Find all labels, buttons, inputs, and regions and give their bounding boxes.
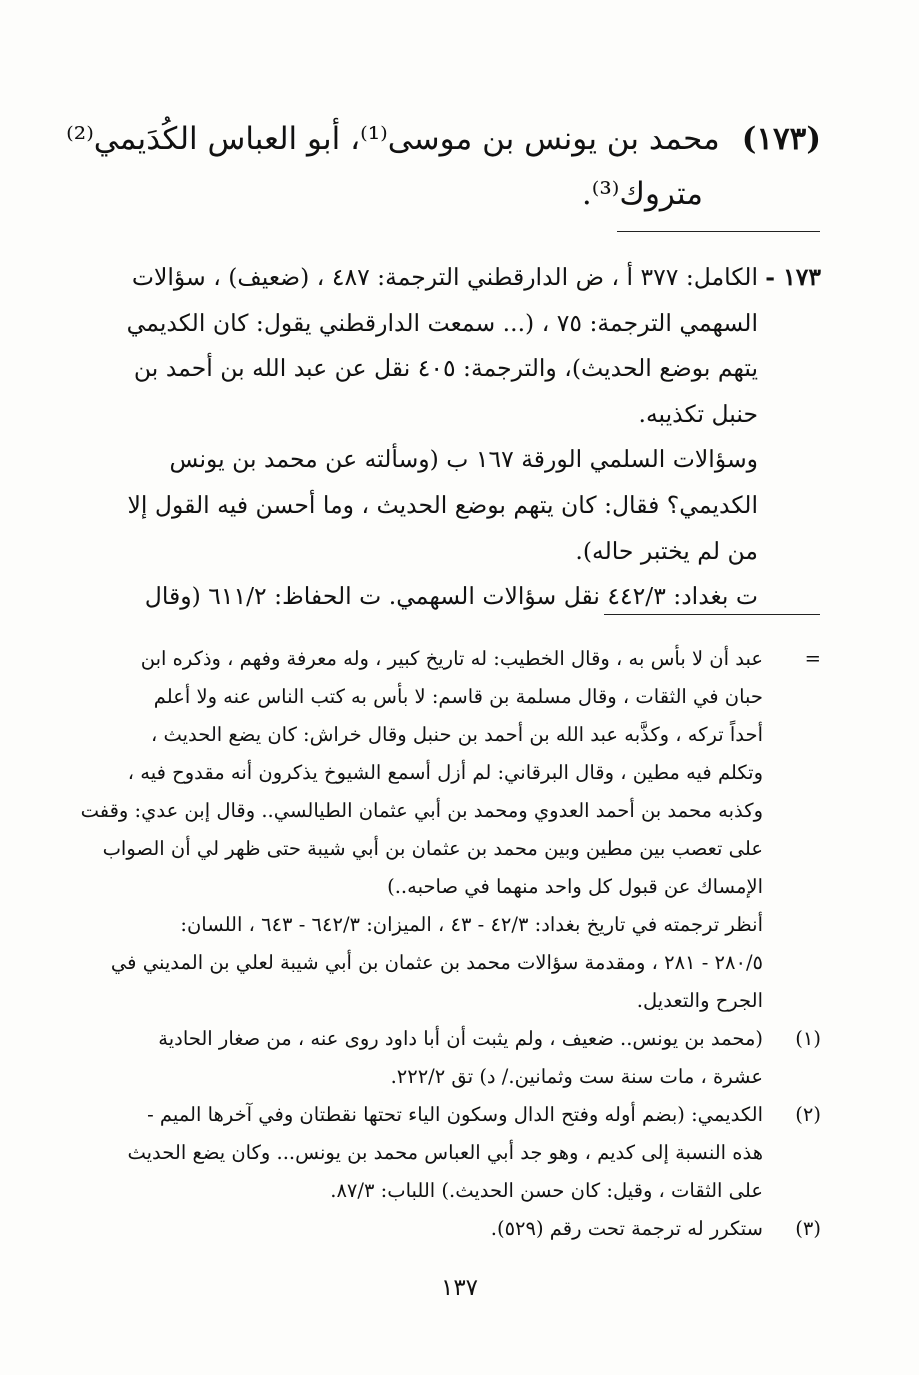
- footnote-label: (٢): [795, 1103, 821, 1126]
- footnote-line: أنظر ترجمته في تاريخ بغداد: ٤٢/٣ - ٤٣ ، الميزان: ٦٤٢/٣ - ٦٤٣ ، اللسان:: [180, 913, 763, 936]
- note-line: يتهم بوضع الحديث)، والترجمة: ٤٠٥ نقل عن عبد الله بن أحمد بن: [133, 354, 758, 383]
- footnote-line: هذه النسبة إلى كديم ، وهو جد أبي العباس محمد بن يونس... وكان يضع الحديث: [127, 1141, 763, 1164]
- footnote-line: عبد أن لا بأس به ، وقال الخطيب: له تاريخ كبير ، وله معرفة وفهم ، وذكره ابن: [140, 647, 763, 670]
- footnote-line: على تعصب بين مطين وبين محمد بن عثمان بن أبي شيبة حتى ظهر لي أن الصواب: [102, 837, 763, 860]
- note-line: السهمي الترجمة: ٧٥ ، (... سمعت الدارقطني يقول: كان الكديمي: [126, 308, 758, 337]
- note-line: من لم يختبر حاله).: [575, 536, 758, 565]
- footnote-line: أحداً تركه ، وكذَّبه عبد الله بن أحمد بن حنبل وقال خراش: كان يضع الحديث ،: [150, 723, 763, 746]
- footnote-line: الإمساك عن قبول كل واحد منهما في صاحبه..): [387, 875, 763, 898]
- footnote-3: [100, 1210, 821, 1248]
- biography-entry: [66, 112, 821, 222]
- footnote-line: على الثقات ، وقيل: كان حسن الحديث.) اللباب: ٨٧/٣.: [330, 1179, 763, 1202]
- divider-footnotes: [604, 614, 820, 615]
- note-label: ١٧٣ -: [765, 263, 821, 291]
- footnote-label: (٣): [795, 1217, 821, 1240]
- entry-line-2: متروك⁽³⁾.: [581, 176, 703, 212]
- footnote-line: الكديمي: (بضم أوله وفتح الدال وسكون الياء تحتها نقطتان وفي آخرها الميم -: [147, 1103, 763, 1126]
- footnote-line: الجرح والتعديل.: [636, 989, 763, 1012]
- note-line: وسؤالات السلمي الورقة ١٦٧ ب (وسألته عن محمد بن يونس: [169, 445, 758, 474]
- footnote-line: (محمد بن يونس.. ضعيف ، ولم يثبت أن أبا داود روى عنه ، من صغار الحادية: [158, 1027, 763, 1050]
- footnote-2: [100, 1096, 821, 1134]
- note-line: الكديمي؟ فقال: كان يتهم بوضع الحديث ، وما أحسن فيه القول إلا: [127, 490, 758, 519]
- note-line: الكامل: ٣٧٧ أ ، ض الدارقطني الترجمة: ٤٨٧ ، (ضعيف) ، سؤالات: [131, 263, 758, 291]
- footnote-line: عشرة ، مات سنة ست وثمانين./ د) تق ٢٢٢/٢.: [390, 1065, 763, 1088]
- footnote-1: [100, 1020, 821, 1058]
- footnote-line: وتكلم فيه مطين ، وقال البرقاني: لم أزل أسمع الشيوخ يذكرون أنه مقدوح فيه ،: [127, 761, 763, 784]
- footnote-line: حبان في الثقات ، وقال مسلمة بن قاسم: لا بأس به كتب الناس عنه ولا أعلم: [153, 685, 763, 708]
- footnote-line: ٢٨٠/٥ - ٢٨١ ، ومقدمة سؤالات محمد بن عثمان بن أبي شيبة لعلي بن المديني في: [110, 951, 763, 974]
- source-notes: [100, 255, 821, 620]
- divider-top: [617, 231, 820, 232]
- page-number: ١٣٧: [440, 1275, 479, 1301]
- entry-heading-text: محمد بن يونس بن موسى⁽¹⁾، أبو العباس الكُدَيمي⁽²⁾: [66, 121, 720, 157]
- footnote-line: ستكرر له ترجمة تحت رقم (٥٢٩).: [490, 1217, 763, 1240]
- footnote-label: (١): [795, 1027, 821, 1050]
- note-line: ت بغداد: ٤٤٢/٣ نقل سؤالات السهمي. ت الحفاظ: ٦١١/٢ (وقال: [144, 582, 758, 611]
- continuation-mark: =: [804, 647, 821, 670]
- footnote-line: وكذبه محمد بن أحمد العدوي ومحمد بن أبي عثمان الطيالسي.. وقال إبن عدي: وقفت: [80, 799, 763, 822]
- entry-line-1: [66, 112, 821, 167]
- entry-number: (١٧٣): [741, 121, 821, 157]
- note-line: حنبل تكذيبه.: [638, 399, 758, 428]
- footnotes: [80, 640, 821, 1248]
